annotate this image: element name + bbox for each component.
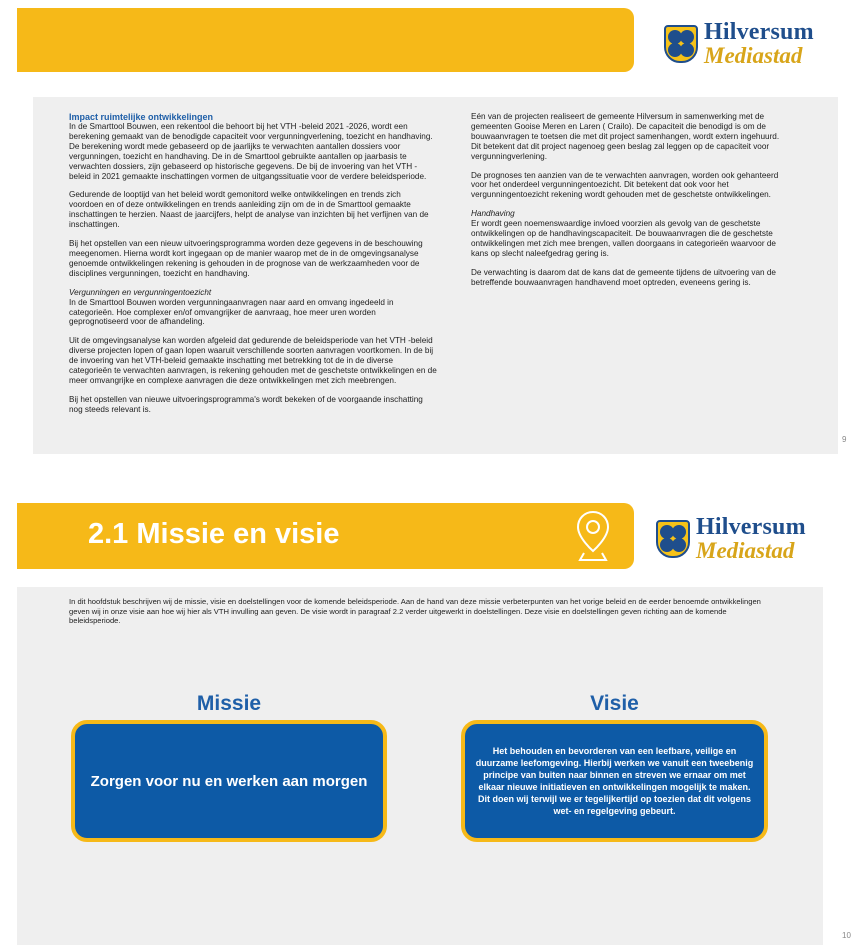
paragraph: In de Smarttool Bouwen, een rekentool die behoort bij het VTH -beleid 2021 -2026, wordt een berekening gemaakt van de benodigde capaciteit voor vergunningverlening, toezicht en handhaving. De berekening wordt mede gebaseerd op de jaarlijks te verwachten aantallen dossiers voor vergunningen, toezicht en handhaving. De in de Smarttool gebruikte aantallen op jaarbasis te verwachten dossiers, zijn gebaseerd op historische gegevens. De bij de invoering van het VTH -beleid in 2021 gemaakte inschattingen vormen de uitgangssituatie voor de verdere beleidsperiode. [69, 122, 433, 181]
subheading: Handhaving [471, 209, 515, 219]
logo-line1: Hilversum [704, 19, 814, 45]
mission-title: Missie [196, 692, 262, 715]
paragraph: Uit de omgevingsanalyse kan worden afgeleid dat gedurende de beleidsperiode van het VTH -beleid diverse projecten lopen of gaan lopen waaruit verschillende soorten aanvragen voortkomen. In de bij de invoering van het VTH-beleid gemaakte inschatting met betrekking tot de in de diverse categorieën te verwachten aanvragen, is rekening gehouden met de geschetste ontwikkelingen en de meer omvangrijke en complexe aanvragen die deze ontwikkelingen met zich meebrengen. [69, 336, 437, 385]
vision-box [461, 720, 768, 842]
page-number: 10 [842, 931, 851, 940]
header-bar-page-9 [17, 8, 634, 72]
right-column [471, 112, 791, 297]
hilversum-logo [664, 20, 814, 67]
subheading: Vergunningen en vergunningentoezicht [69, 287, 212, 297]
coat-of-arms-icon [664, 25, 698, 63]
logo-line2: Mediastad [696, 538, 795, 563]
page-title: 2.1 Missie en visie [88, 518, 340, 550]
location-pin-icon [575, 509, 611, 563]
section-heading: Impact ruimtelijke ontwikkelingen [69, 112, 214, 122]
paragraph: De prognoses ten aanzien van de te verwachten aanvragen, worden ook gehanteerd voor het onderdeel vergunningentoezicht. Dit betekent dat ook voor het vergunningentoezicht rekening wordt gehouden met de geschetste ontwikkelingen. [471, 170, 779, 200]
mission-box [71, 720, 387, 842]
vision-text: Het behouden en bevorderen van een leefbare, veilige en duurzame leefomgeving. Hierbij werken we vanuit een tweebenig principe van buiten naar binnen en streven we ernaar om met elkaar nieuwe initiatieven en ontwikkelingen mogelijk te maken. Dit doen wij terwijl we er tegelijkertijd op toezien dat dit volgens wet- en regelgeving gebeurt. [475, 746, 754, 816]
paragraph: De verwachting is daarom dat de kans dat de gemeente tijdens de uitvoering van de betreffende bouwaanvragen handhavend moet optreden, eveneens gering is. [471, 267, 776, 287]
vision-title: Visie [590, 692, 639, 715]
paragraph: Bij het opstellen van een nieuw uitvoeringsprogramma worden deze gegevens in de beschouwing meegenomen. Hierna wordt kort ingegaan op de manier waarop met de in de omgevingsanalyse genoemde ontwikkelingen rekening is gehouden in de prognose van de werkzaamheden voor de disciplines vergunningen, toezicht en handhaving. [69, 239, 423, 278]
paragraph: In de Smarttool Bouwen worden vergunningaanvragen naar aard en omvang ingedeeld in categorieën. Hoe complexer en/of omvangrijker de aanvraag, hoe meer uren worden geprognotiseerd voor de afhandeling. [69, 297, 394, 327]
logo-line1: Hilversum [696, 514, 806, 540]
mission-text: Zorgen voor nu en werken aan morgen [90, 772, 368, 790]
left-column [69, 112, 437, 424]
paragraph: Bij het opstellen van nieuwe uitvoeringsprogramma's wordt bekeken of de voorgaande inschatting nog steeds relevant is. [69, 394, 423, 414]
hilversum-logo [656, 515, 806, 562]
paragraph: Er wordt geen noemenswaardige invloed voorzien als gevolg van de geschetste ontwikkelingen op de handhavingscapaciteit. De bouwaanvragen die de geschetste ontwikkelingen met zich mee brengen, vallen doorgaans in categorieën waarvoor de kans op slecht naleefgedrag gering is. [471, 219, 776, 258]
paragraph: Gedurende de looptijd van het beleid wordt gemonitord welke ontwikkelingen en trends zich voordoen en of deze ontwikkelingen en trends aanleiding zijn om de in de Smarttool gemaakte inschattingen te herzien. Naast de jaarcijfers, helpt de analyse van inzichten bij het verfijnen van de inschattingen. [69, 190, 429, 230]
logo-line2: Mediastad [704, 43, 803, 68]
intro-paragraph: In dit hoofdstuk beschrijven wij de missie, visie en doelstellingen voor de komende beleidsperiode. Aan de hand van deze missie verbeterpunten van het vorige beleid en de eerder benoemde ontwikkelingen geven wij in onze visie aan hoe wij hier als VTH invulling aan geven. De visie wordt in paragraaf 2.2 verder uitgewerkt in doelstellingen. Deze visie en doelstellingen geven richting aan de komende beleidsperiode. [69, 597, 761, 625]
coat-of-arms-icon [656, 520, 690, 558]
page-number: 9 [842, 435, 847, 444]
paragraph: Eén van de projecten realiseert de gemeente Hilversum in samenwerking met de gemeenten Gooise Meren en Laren ( Crailo). De capaciteit die benodigd is om de bouwaanvragen te toetsen die met dit project samenhangen, wordt extern ingehuurd. Dit betekent dat dit project nagenoeg geen beslag zal leggen op de capaciteit voor vergunningverlening. [471, 112, 780, 161]
